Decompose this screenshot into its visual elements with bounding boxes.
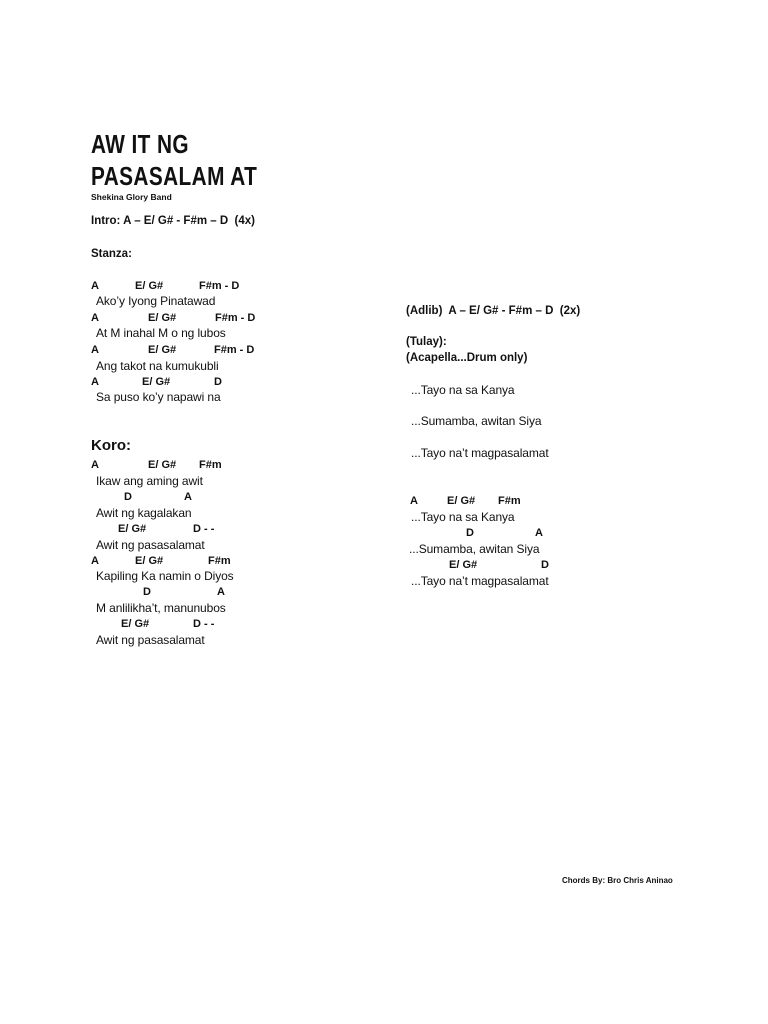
chord: D — [466, 527, 474, 539]
lyric-line: Awit ng pasasalamat — [96, 633, 205, 647]
chord-line — [0, 558, 768, 572]
chord-line — [0, 526, 768, 540]
chord: A — [91, 344, 99, 356]
lyric-line: Ang takot na kumukubli — [96, 359, 219, 373]
chord-line — [0, 343, 768, 357]
chord: E/ G# — [135, 555, 164, 567]
lyric-line: Sa puso ko’y napawi na — [96, 390, 221, 404]
chord: A — [91, 280, 99, 292]
lyric-line: Ikaw ang aming awit — [96, 474, 203, 488]
chord: E/ G# — [121, 618, 150, 630]
lyric-line: ...Sumamba, awitan Siya — [409, 542, 540, 556]
title-line-1: AW IT NG — [91, 129, 189, 159]
chord-line — [0, 494, 768, 508]
chord: D - - — [193, 618, 215, 630]
spoken-line: ...Tayo na sa Kanya — [411, 383, 515, 397]
chord: F#m - D — [199, 280, 240, 292]
chord: E/ G# — [148, 459, 177, 471]
chord: E/ G# — [142, 376, 171, 388]
chord: A — [184, 491, 192, 503]
chord: A — [91, 312, 99, 324]
chord: F#m — [498, 495, 521, 507]
chord: E/ G# — [148, 344, 177, 356]
lyric-line: Ako’y Iyong Pinatawad — [96, 294, 216, 308]
adlib-line: (Adlib) A – E/ G# - F#m – D (2x) — [406, 305, 581, 317]
chord: D — [541, 559, 549, 571]
chord: D - - — [193, 523, 215, 535]
chord-line — [0, 617, 768, 631]
chord: F#m — [199, 459, 222, 471]
tulay-note: (Acapella...Drum only) — [406, 352, 528, 364]
chord: A — [410, 495, 418, 507]
spoken-line: ...Sumamba, awitan Siya — [411, 414, 542, 428]
chord-line — [0, 585, 768, 599]
credit-line: Chords By: Bro Chris Aninao — [562, 876, 673, 885]
chord: D — [143, 586, 151, 598]
title-line-2: PASASALAM AT — [91, 161, 258, 191]
intro-line: Intro: A – E/ G# - F#m – D (4x) — [91, 215, 256, 227]
lyric-line: Kapiling Ka namin o Diyos — [96, 569, 234, 583]
chord: E/ G# — [449, 559, 478, 571]
chord: F#m — [208, 555, 231, 567]
chord: E/ G# — [118, 523, 147, 535]
koro-heading: Koro: — [91, 437, 131, 454]
chord: D — [214, 376, 222, 388]
chord-line — [0, 458, 768, 472]
spoken-line: ...Tayo na’t magpasalamat — [411, 446, 549, 460]
chord-line — [0, 279, 768, 293]
chord-line — [0, 375, 768, 389]
artist-name: Shekina Glory Band — [91, 192, 172, 202]
chord: F#m - D — [215, 312, 256, 324]
lyric-line: Awit ng kagalakan — [96, 506, 192, 520]
lyric-line: ...Tayo na sa Kanya — [411, 510, 515, 524]
lyric-line: At M inahal M o ng lubos — [96, 326, 226, 340]
chord: A — [217, 586, 225, 598]
stanza-heading: Stanza: — [91, 248, 132, 260]
chord: E/ G# — [447, 495, 476, 507]
chord: A — [91, 555, 99, 567]
chord: A — [91, 459, 99, 471]
chord-line — [0, 311, 768, 325]
chord: F#m - D — [214, 344, 255, 356]
chord: A — [91, 376, 99, 388]
lyric-line: ...Tayo na’t magpasalamat — [411, 574, 549, 588]
chord: D — [124, 491, 132, 503]
tulay-heading: (Tulay): — [406, 336, 447, 348]
lyric-line: Awit ng pasasalamat — [96, 538, 205, 552]
chord: E/ G# — [135, 280, 164, 292]
chord: E/ G# — [148, 312, 177, 324]
chord: A — [535, 527, 543, 539]
lyric-line: M anlilikha’t, manunubos — [96, 601, 226, 615]
